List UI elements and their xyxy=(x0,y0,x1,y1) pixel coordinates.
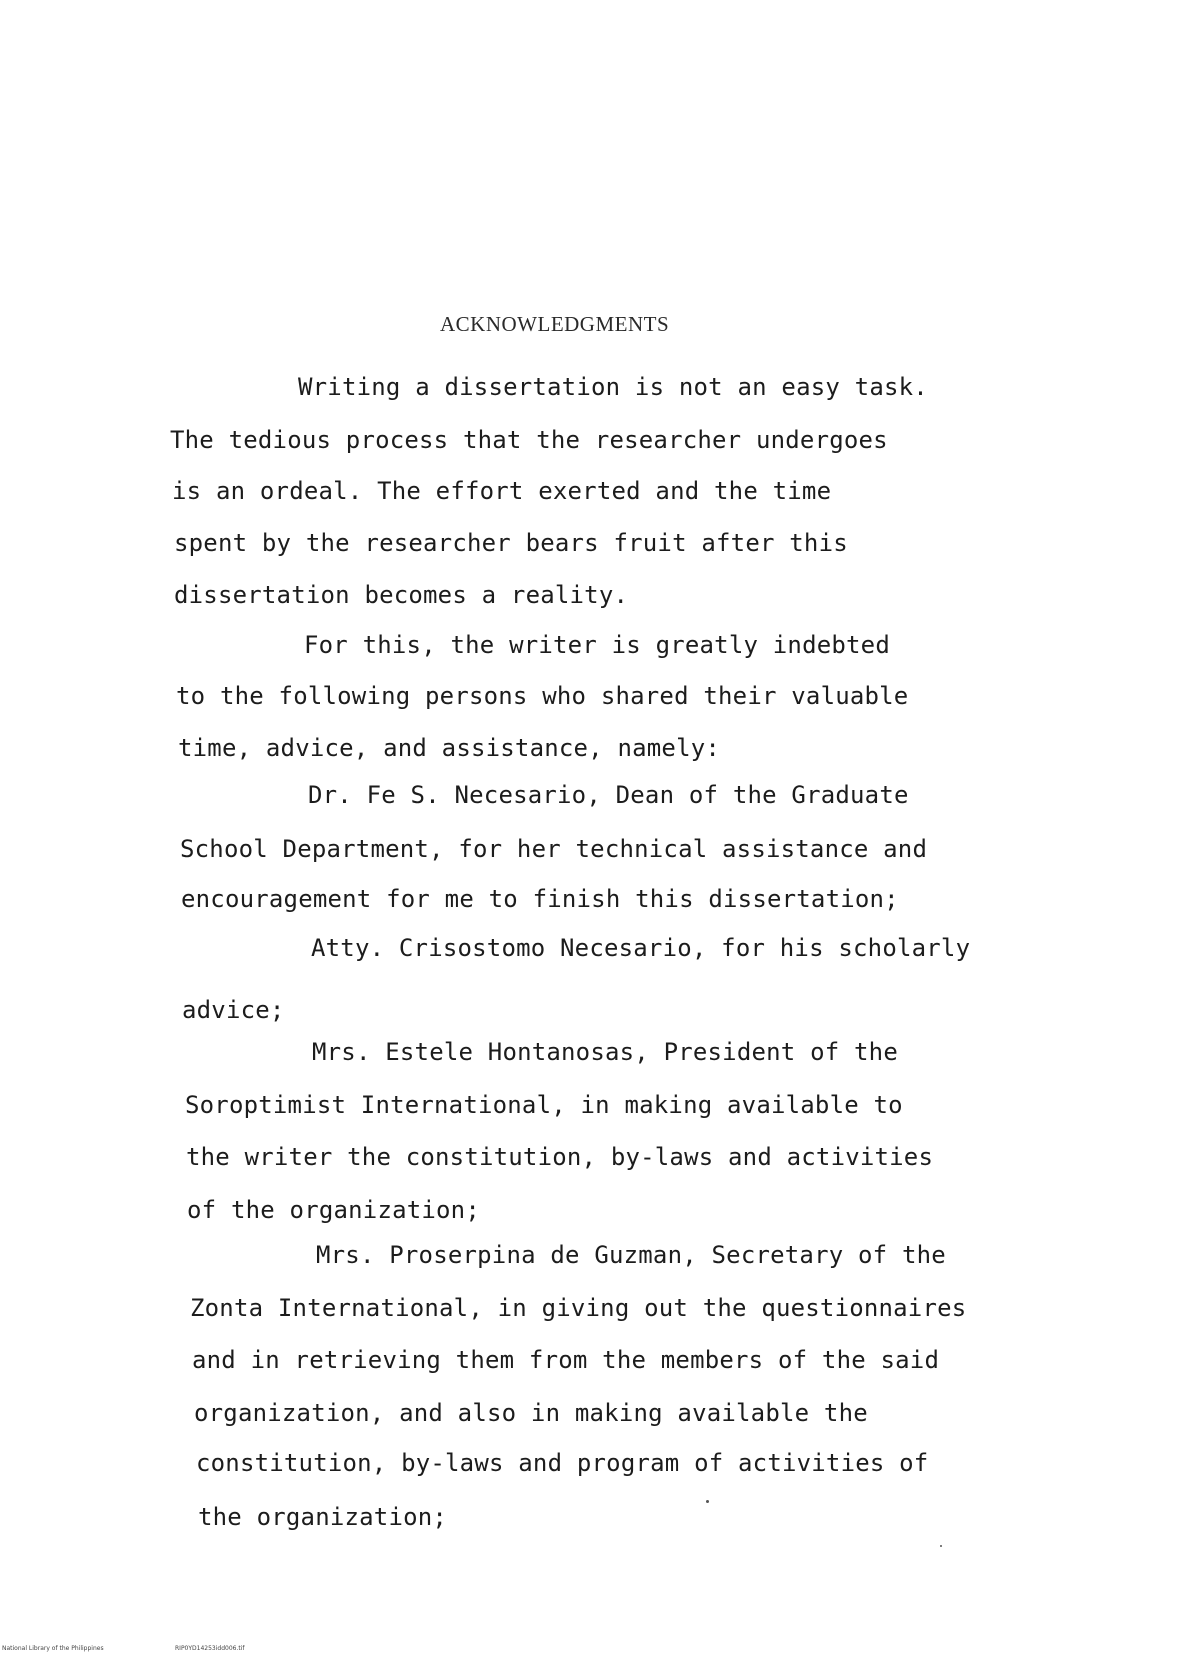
text-line: and in retrieving them from the members of the said xyxy=(192,1346,940,1374)
text-line: Mrs. Proserpina de Guzman, Secretary of the xyxy=(316,1241,946,1269)
scan-speck xyxy=(940,1545,942,1547)
text-line: For this, the writer is greatly indebted xyxy=(304,631,890,659)
text-line: organization, and also in making available the xyxy=(194,1399,868,1427)
text-line: time, advice, and assistance, namely: xyxy=(178,734,721,762)
text-line: School Department, for her technical assistance and xyxy=(180,835,928,863)
text-line: The tedious process that the researcher undergoes xyxy=(170,426,888,454)
footer-file-id: RIP0YD14253idd006.tif xyxy=(175,1645,245,1652)
text-line: spent by the researcher bears fruit after this xyxy=(174,529,848,557)
text-line: dissertation becomes a reality. xyxy=(174,581,629,609)
text-line: Dr. Fe S. Necesario, Dean of the Graduate xyxy=(308,781,909,809)
text-line: the organization; xyxy=(198,1503,448,1531)
text-line: Soroptimist International, in making available to xyxy=(185,1091,903,1119)
text-line: to the following persons who shared their valuable xyxy=(176,682,909,710)
page-title: ACKNOWLEDGMENTS xyxy=(440,312,670,336)
text-line: of the organization; xyxy=(187,1196,480,1224)
text-line: Mrs. Estele Hontanosas, President of the xyxy=(312,1038,898,1066)
text-line: advice; xyxy=(182,996,285,1024)
text-line: the writer the constitution, by-laws and activities xyxy=(186,1143,934,1171)
text-line: Zonta International, in giving out the questionnaires xyxy=(190,1294,967,1322)
scan-speck xyxy=(706,1500,709,1503)
text-line: encouragement for me to finish this dissertation; xyxy=(181,885,899,913)
text-line: constitution, by-laws and program of activities of xyxy=(196,1449,929,1477)
text-line: Writing a dissertation is not an easy task. xyxy=(298,373,928,401)
text-line: is an ordeal. The effort exerted and the time xyxy=(172,477,832,505)
text-line: Atty. Crisostomo Necesario, for his scholarly xyxy=(311,934,971,962)
footer-library: National Library of the Philippines xyxy=(2,1645,104,1652)
